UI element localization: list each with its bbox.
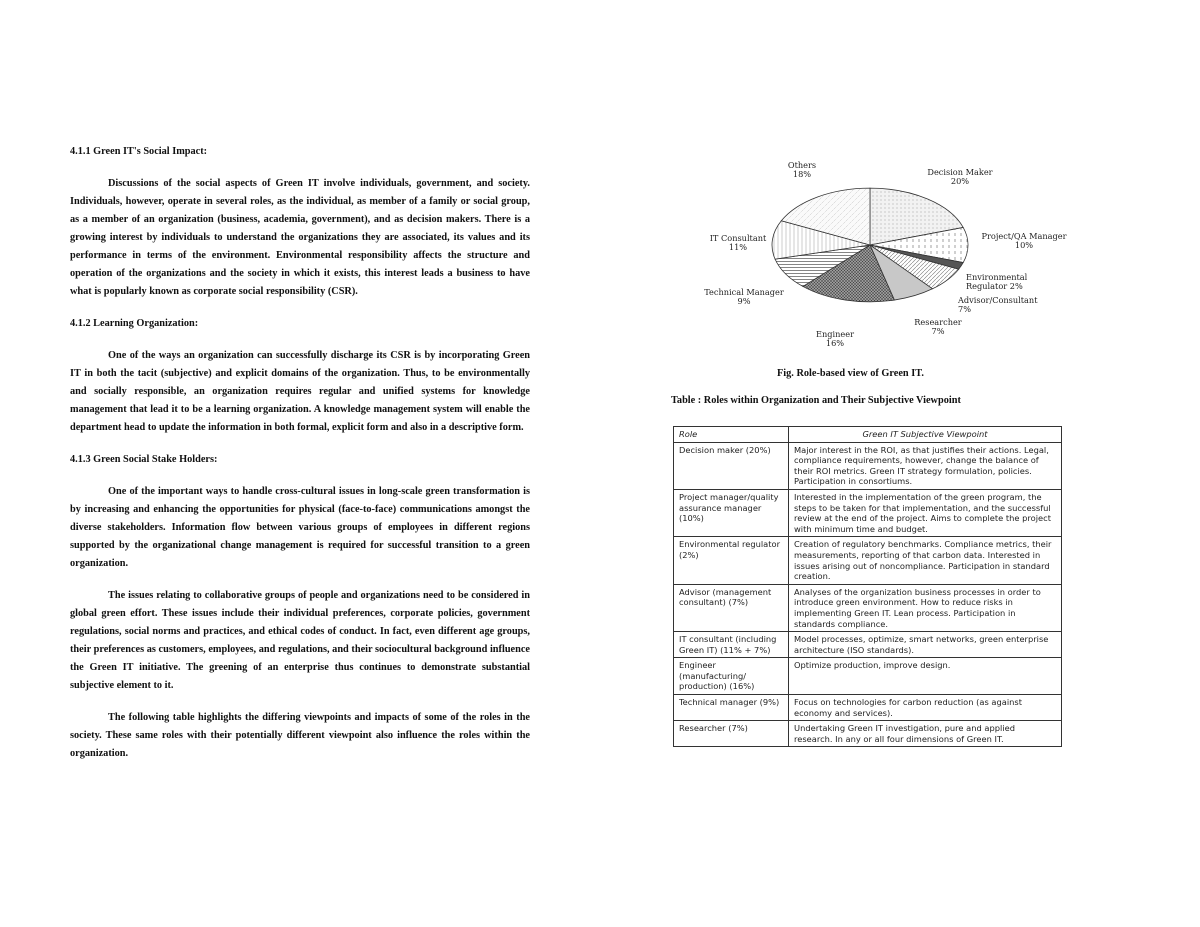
section-heading: 4.1.2 Learning Organization: (70, 318, 199, 329)
pie-label: Project/QA Manager 10% (981, 231, 1067, 250)
viewpoint-cell: Focus on technologies for carbon reduction (as against economy and services). (789, 695, 1062, 721)
header-viewpoint: Green IT Subjective Viewpoint (789, 427, 1062, 443)
table-row (674, 584, 1062, 631)
viewpoint-cell: Optimize production, improve design. (789, 658, 1062, 695)
table-row (674, 632, 1062, 658)
viewpoint-cell: Creation of regulatory benchmarks. Compliance metrics, their measurements, reporting of that carbon data. Interested in issues arising out of noncompliance. Participation in standard creation. (789, 537, 1062, 584)
pie-label: Advisor/Consultant 7% (958, 295, 1038, 314)
role-cell: Project manager/quality assurance manager (10%) (674, 489, 789, 536)
table-header-row (674, 427, 1062, 443)
viewpoint-cell: Major interest in the ROI, as that justifies their actions. Legal, compliance requirements, however, change the balance of their ROI metrics. Green IT strategy formulation, policies. Participation in consortiums. (789, 442, 1062, 489)
viewpoint-cell: Undertaking Green IT investigation, pure and applied research. In any or all four dimensions of Green IT. (789, 721, 1062, 747)
role-cell: Engineer (manufacturing/ production) (16%) (674, 658, 789, 695)
paragraph: The issues relating to collaborative groups of people and organizations need to be considered in global green effort. These issues include their individual preferences, corporate policies, government regulations, social norms and practices, and ethical codes of conduct. In fact, even different age groups, their preferences as customers, employees, and regulations, and their sociocultural background influence the Green IT initiative. The greening of an enterprise thus continues to demonstrate substantial subjective element to it. (70, 590, 530, 691)
table-row (674, 537, 1062, 584)
pie-label: Engineer 16% (816, 329, 854, 348)
viewpoint-cell: Analyses of the organization business processes in order to introduce green environment. How to reduce risks in implementing Green IT. Lean process. Participation in standards compliance. (789, 584, 1062, 631)
section-heading: 4.1.1 Green IT's Social Impact: (70, 146, 208, 157)
table-caption: Table : Roles within Organization and Their Subjective Viewpoint (671, 395, 961, 406)
pie-label: Researcher 7% (914, 317, 962, 336)
viewpoint-cell: Interested in the implementation of the green program, the steps to be taken for that implementation, and the successful review at the end of the project. Aims to complete the project with minimum time and budget. (789, 489, 1062, 536)
article-text (70, 143, 530, 777)
figure-caption: Fig. Role-based view of Green IT. (777, 368, 924, 379)
header-role: Role (674, 427, 789, 443)
role-cell: IT consultant (including Green IT) (11% + 7%) (674, 632, 789, 658)
role-cell: Technical manager (9%) (674, 695, 789, 721)
pie-label: Others 18% (787, 160, 817, 179)
table-row (674, 442, 1062, 489)
role-cell: Decision maker (20%) (674, 442, 789, 489)
pie-label: IT Consultant 11% (709, 233, 767, 252)
table-row (674, 721, 1062, 747)
section-heading: 4.1.3 Green Social Stake Holders: (70, 454, 218, 465)
pie-label: Decision Maker 20% (927, 167, 993, 186)
table-row (674, 489, 1062, 536)
pie-label: Environmental Regulator 2% (966, 272, 1028, 291)
table-row (674, 658, 1062, 695)
role-cell: Environmental regulator (2%) (674, 537, 789, 584)
paragraph: One of the ways an organization can successfully discharge its CSR is by incorporating Green IT in both the tacit (subjective) and explicit domains of the organization. Thus, to be environmentally and socially responsible, an organization requires regular and unified systems for knowledge management that lead it to be a learning organization. A knowledge management system will enable the department head to update the information in both formal, explicit form and also in a descriptive form. (70, 350, 530, 433)
paragraph: Discussions of the social aspects of Green IT involve individuals, government, and society. Individuals, however, operate in several roles, as the individual, as member of a family or social group, as a member of an organization (business, academia, government), and as decision makers. There is a growing interest by individuals to understand the organizations they are associated, its values and its performance in terms of the environment. Environmental responsibility affects the structure and operation of the organizations and the society in which it exists, this interest leads a business to have what is popularly known as corporate social responsibility (CSR). (70, 178, 530, 297)
role-cell: Researcher (7%) (674, 721, 789, 747)
pie-label: Technical Manager 9% (704, 287, 784, 306)
roles-table (673, 426, 1062, 747)
role-cell: Advisor (management consultant) (7%) (674, 584, 789, 631)
table-row (674, 695, 1062, 721)
paragraph: One of the important ways to handle cross-cultural issues in long-scale green transformation is by increasing and enhancing the opportunities for physical (face-to-face) communications amongst the diverse stakeholders. Information flow between various groups of employees in different regions supported by the organizational change management is required for successful transition to a green organization. (70, 486, 530, 569)
paragraph: The following table highlights the differing viewpoints and impacts of some of the roles in the society. These same roles with their potentially different viewpoint also influence the roles within the organization. (70, 712, 530, 759)
viewpoint-cell: Model processes, optimize, smart networks, green enterprise architecture (ISO standards). (789, 632, 1062, 658)
role-pie-chart (660, 155, 1080, 360)
